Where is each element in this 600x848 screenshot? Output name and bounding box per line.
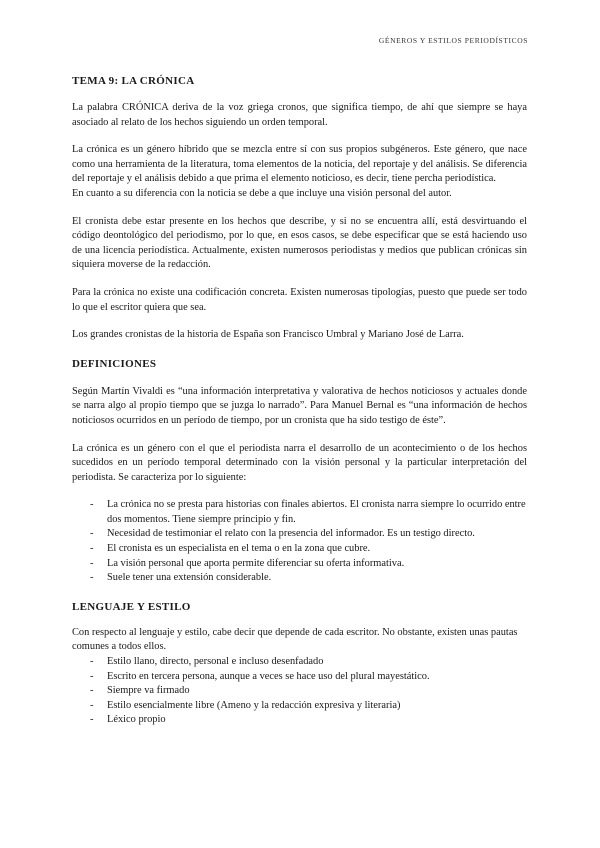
running-header: GÉNEROS Y ESTILOS PERIODÍSTICOS (378, 36, 528, 45)
paragraph-language-style: Con respecto al lenguaje y estilo, cabe decir que depende de cada escritor. No obstante, existen unas pautas comunes a todos ellos. (72, 626, 518, 653)
list-bullet: - (90, 543, 94, 555)
paragraph-etymology: La palabra CRÓNICA deriva de la voz griega cronos, que significa tiempo, de ahí que siempre se haya asociado al relato de los hechos siguiendo un orden temporal. (72, 102, 527, 128)
paragraph-news-difference: En cuanto a su diferencia con la noticia se debe a que incluye una visión personal del autor. (72, 187, 452, 199)
list-item-text: Siempre va firmado (107, 685, 190, 697)
list-item-text: La crónica no se presta para historias con finales abiertos. El cronista narra siempre lo ocurrido entre dos momentos. Tiene siempre principio y fin. (107, 499, 526, 525)
list-item-text: El cronista es un especialista en el tema o en la zona que cubre. (107, 543, 371, 555)
paragraph-codification: Para la crónica no existe una codificación concreta. Existen numerosas tipologías, puesto que puede ser todo lo que el escritor quiera que sea. (72, 286, 527, 313)
list-item (72, 571, 527, 586)
style-list (72, 655, 527, 728)
list-item-text: Escrito en tercera persona, aunque a veces se hace uso del plural mayestático. (107, 670, 430, 682)
list-item (72, 498, 527, 527)
list-item (72, 684, 527, 699)
list-item (72, 699, 527, 714)
list-item (72, 655, 527, 670)
list-item (72, 557, 527, 572)
paragraph-hybrid-genre: La crónica es un género híbrido que se mezcla entre sí con sus propios subgéneros. Este género, que nace como una herramienta de la literatura, toma elementos de la noticia, del reportaje y del análisis. Se diferencia del reportaje y el análisis debido a que prima el elemento noticioso, es decir, tiene percha periodística. (72, 144, 527, 185)
section-title-definiciones: DEFINICIONES (72, 357, 157, 370)
list-bullet: - (90, 685, 94, 697)
list-bullet: - (90, 656, 94, 668)
list-bullet: - (90, 714, 94, 726)
list-item (72, 670, 527, 685)
list-bullet: - (90, 572, 94, 584)
list-item-text: Suele tener una extensión considerable. (107, 572, 272, 584)
list-bullet: - (90, 557, 94, 569)
list-item (72, 527, 527, 542)
chapter-title: TEMA 9: LA CRÓNICA (72, 75, 195, 87)
list-bullet: - (90, 699, 94, 711)
list-item-text: Estilo llano, directo, personal e incluso desenfadado (107, 656, 324, 668)
paragraph-definitions: Según Martín Vivaldi es “una información interpretativa y valorativa de hechos noticiosos y actuales donde se narra algo al propio tiempo que se juzga lo narrado”. Para Manuel Bernal es “una información de hechos noticiosos ocurridos en un período de tiempo, por un cronista que ha sido testigo de éste”. (72, 385, 527, 426)
list-item (72, 713, 527, 728)
list-bullet: - (90, 499, 94, 511)
list-item (72, 542, 527, 557)
list-item-text: Léxico propio (107, 714, 166, 726)
paragraph-characteristics-intro: La crónica es un género con el que el periodista narra el desarrollo de un acontecimiento o de los hechos sucedidos en un período temporal determinado con la visión personal y la particular interpretación del periodista. Se caracteriza por lo siguiente: (72, 442, 527, 483)
list-bullet: - (90, 670, 94, 682)
paragraph-chronicler-presence: El cronista debe estar presente en los hechos que describe, y si no se encuentra allí, está desvirtuando el código deontológico del periodismo, por lo que, en esos casos, se debe especificar que se está haciendo uso de una licencia periodística. Actualmente, existen numerosos periodistas y medios que publican crónicas sin siquiera moverse de la redacción. (72, 215, 527, 271)
section-title-lenguaje-estilo: LENGUAJE Y ESTILO (72, 600, 191, 613)
document-body (72, 74, 527, 728)
paragraph-great-chroniclers: Los grandes cronistas de la historia de España son Francisco Umbral y Mariano José de Larra. (72, 329, 464, 341)
list-item-text: Necesidad de testimoniar el relato con la presencia del informador. Es un testigo directo. (107, 528, 475, 540)
list-item-text: La visión personal que aporta permite diferenciar su oferta informativa. (107, 557, 405, 569)
list-item-text: Estilo esencialmente libre (Ameno y la redacción expresiva y literaria) (107, 699, 401, 711)
list-bullet: - (90, 528, 94, 540)
characteristics-list (72, 498, 527, 586)
